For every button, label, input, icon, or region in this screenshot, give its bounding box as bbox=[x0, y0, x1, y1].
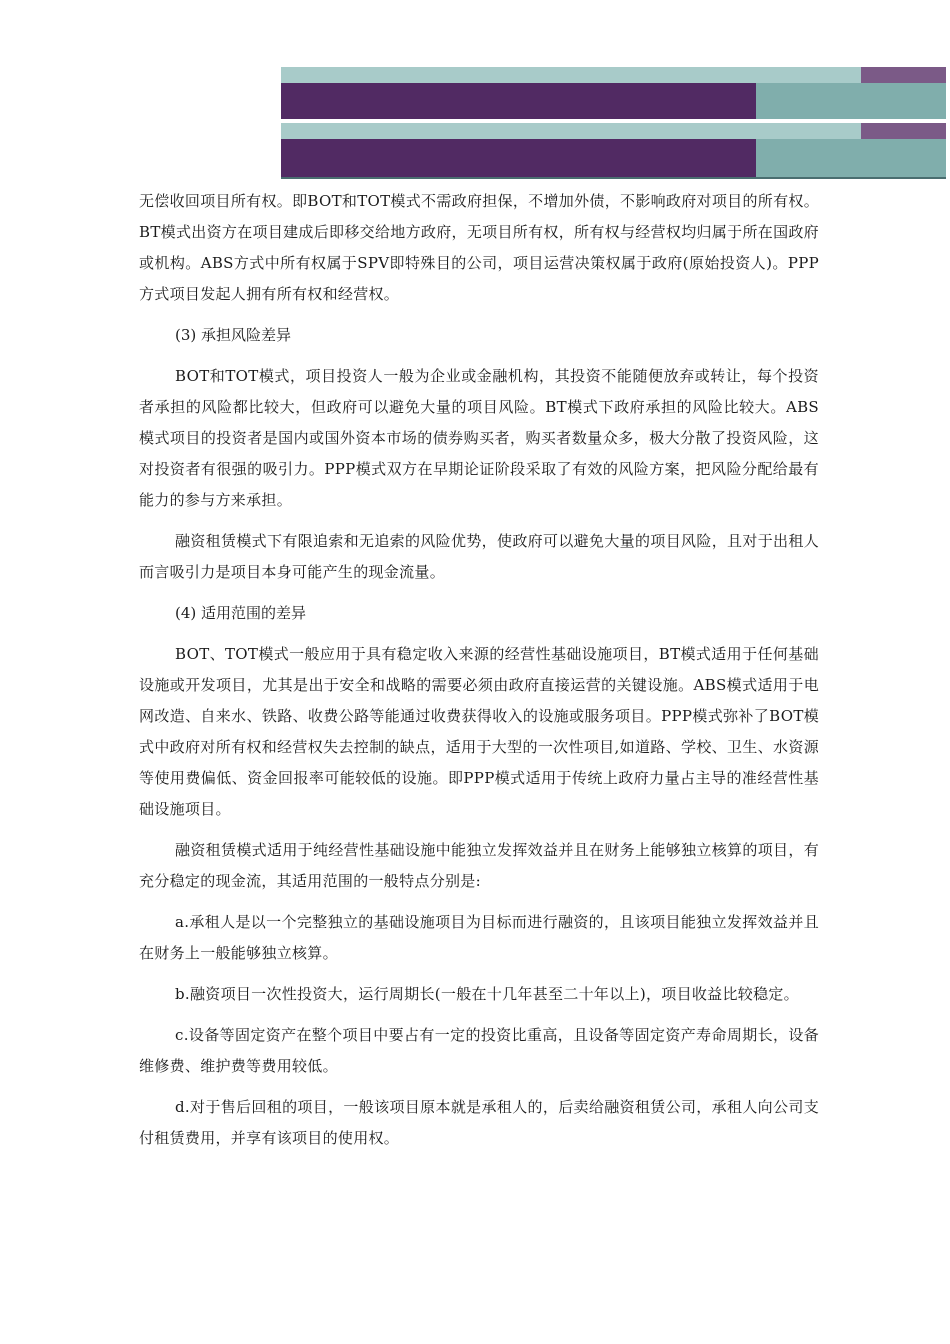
list-item-a: a.承租人是以一个完整独立的基础设施项目为目标而进行融资的，且该项目能独立发挥效益并且在财务上一般能够独立核算。 bbox=[139, 913, 819, 962]
decorative-header-banner bbox=[281, 67, 946, 181]
banner-block-teal bbox=[756, 83, 946, 119]
banner-rule bbox=[281, 177, 946, 179]
list-item-d: d.对于售后回租的项目，一般该项目原本就是承租人的，后卖给融资租赁公司，承租人向公司支付租赁费用，并享有该项目的使用权。 bbox=[139, 1098, 819, 1147]
paragraph-scope-leasing: 融资租赁模式适用于纯经营性基础设施中能独立发挥效益并且在财务上能够独立核算的项目，有充分稳定的现金流，其适用范围的一般特点分别是: bbox=[139, 841, 819, 890]
paragraph-scope-models: BOT、TOT模式一般应用于具有稳定收入来源的经营性基础设施项目，BT模式适用于任何基础设施或开发项目，尤其是出于安全和战略的需要必须由政府直接运营的关键设施。ABS模式适用于电网改造、自来水、铁路、收费公路等能通过收费获得收入的设施或服务项目。PPP模式弥补了BOT模式中政府对所有权和经营权失去控制的缺点，适用于大型的一次性项目,如道路、学校、卫生、水资源等使用费偏低、资金回报率可能较低的设施。即PPP模式适用于传统上政府力量占主导的准经营性基础设施项目。 bbox=[139, 645, 819, 818]
banner-block-purple bbox=[281, 139, 756, 177]
paragraph-ownership-continued: 无偿收回项目所有权。即BOT和TOT模式不需政府担保，不增加外债，不影响政府对项目的所有权。BT模式出资方在项目建成后即移交给地方政府，无项目所有权，所有权与经营权均归属于所在国政府或机构。ABS方式中所有权属于SPV即特殊目的公司，项目运营决策权属于政府(原始投资人)。PPP方式项目发起人拥有所有权和经营权。 bbox=[139, 192, 819, 303]
banner-block-teal bbox=[756, 139, 946, 177]
banner-stripe-light-teal bbox=[281, 67, 861, 83]
banner-stripe-mauve bbox=[861, 67, 946, 83]
section-heading-risk: (3) 承担风险差异 bbox=[175, 326, 292, 344]
banner-block-purple bbox=[281, 83, 756, 119]
paragraph-risk-leasing: 融资租赁模式下有限追索和无追索的风险优势，使政府可以避免大量的项目风险，且对于出租人而言吸引力是项目本身可能产生的现金流量。 bbox=[139, 532, 819, 581]
banner-stripe-light-teal bbox=[281, 123, 861, 139]
banner-stripe-mauve bbox=[861, 123, 946, 139]
section-heading-scope: (4) 适用范围的差异 bbox=[175, 604, 307, 622]
document-body bbox=[139, 186, 819, 1154]
list-item-c: c.设备等固定资产在整个项目中要占有一定的投资比重高，且设备等固定资产寿命周期长，设备维修费、维护费等费用较低。 bbox=[139, 1026, 819, 1075]
paragraph-risk-models: BOT和TOT模式，项目投资人一般为企业或金融机构，其投资不能随便放弃或转让，每个投资者承担的风险都比较大，但政府可以避免大量的项目风险。BT模式下政府承担的风险比较大。ABS模式项目的投资者是国内或国外资本市场的债券购买者，购买者数量众多，极大分散了投资风险，这对投资者有很强的吸引力。PPP模式双方在早期论证阶段采取了有效的风险方案，把风险分配给最有能力的参与方来承担。 bbox=[139, 367, 819, 509]
list-item-b: b.融资项目一次性投资大，运行周期长(一般在十几年甚至二十年以上)，项目收益比较稳定。 bbox=[175, 985, 799, 1003]
